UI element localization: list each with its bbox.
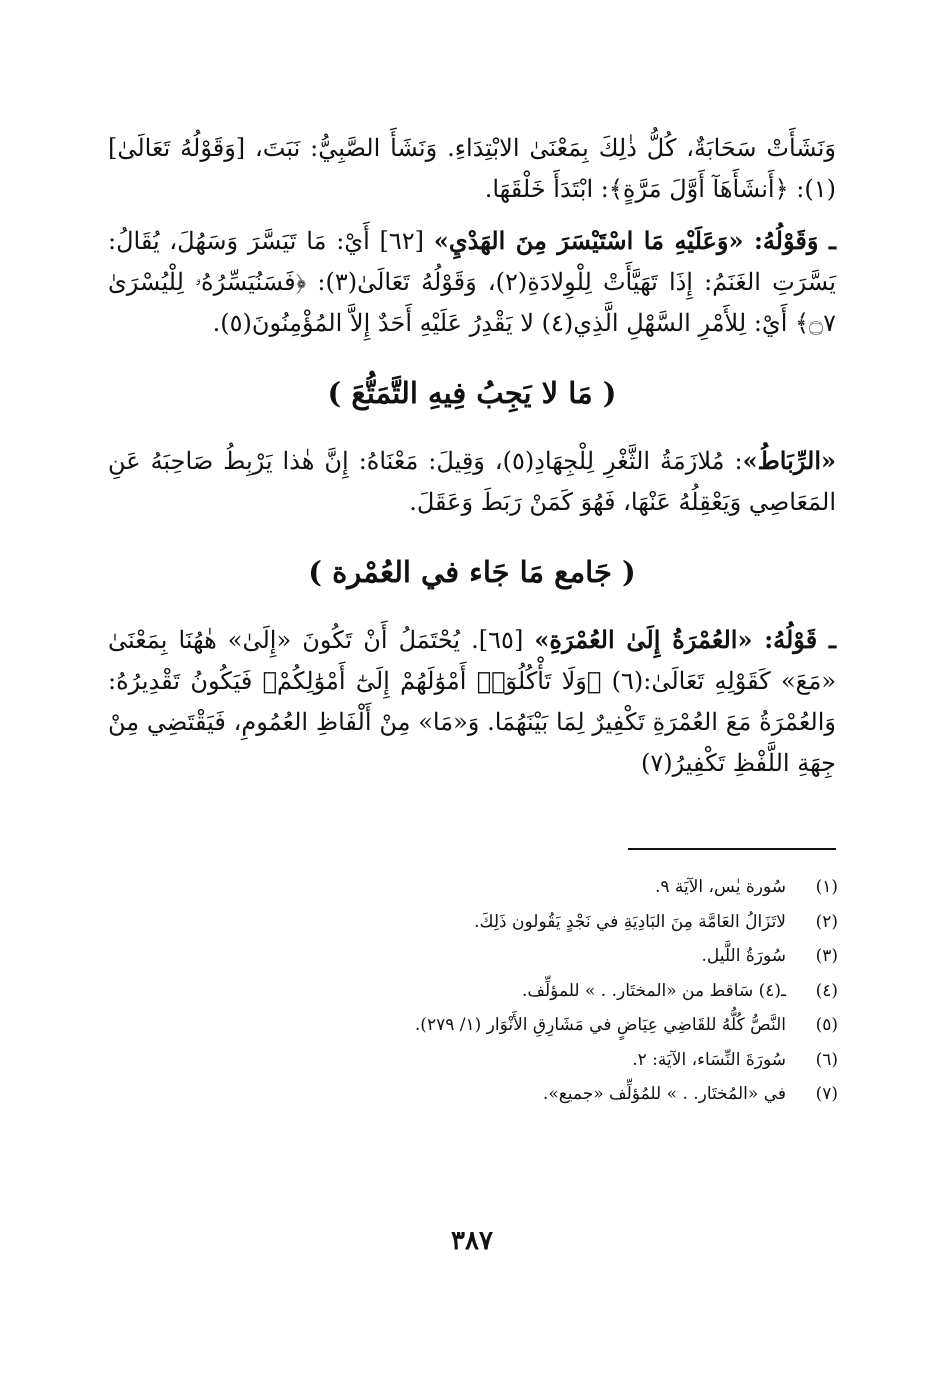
paragraph-2-lead: ـ وَقَوْلُهُ: «وَعَلَيْهِ مَا اسْتَيْسَرَ مِنَ الهَدْيِ» bbox=[433, 226, 836, 255]
footnote-separator bbox=[628, 848, 836, 850]
paragraph-4 bbox=[108, 619, 836, 784]
footnote-text: النَّصُّ كُلُّهُ للقَاضِي عِيَاضٍ في مَشَارِقِ الأَنْوَار (١/ ٢٧٩). bbox=[414, 1015, 786, 1035]
paragraph-1 bbox=[108, 128, 836, 210]
footnote-text: في «المُختَار. . » للمُؤلِّف «جميع». bbox=[542, 1084, 786, 1104]
footnote-1 bbox=[108, 870, 838, 905]
footnotes bbox=[108, 870, 838, 1112]
footnote-number: (٤) bbox=[815, 980, 838, 1001]
paragraph-4-lead: ـ قَوْلُهُ: «العُمْرَةُ إِلَىٰ العُمْرَةِ» bbox=[534, 625, 836, 654]
footnote-number: (٦) bbox=[815, 1049, 838, 1070]
footnote-2 bbox=[108, 905, 838, 940]
footnote-number: (٢) bbox=[815, 911, 838, 932]
footnote-3 bbox=[108, 939, 838, 974]
footnote-6 bbox=[108, 1043, 838, 1078]
footnote-text: سُورَةُ اللَّيل. bbox=[701, 946, 786, 966]
footnote-number: (٧) bbox=[815, 1084, 838, 1104]
paragraph-3-lead: «الرِّبَاطُ» bbox=[742, 446, 836, 475]
paragraph-4-text: [٦٥]. يُحْتَمَلُ أَنْ تَكُونَ «إِلَىٰ» هٰهُنَا بِمَعْنَىٰ «مَعَ» كَقَوْلِهِ تَعَالَىٰ:(٦) ﴿وَلَا تَأْكُلُوٓا۟ أَمْوَٰلَهُمْ إِلَىٰٓ أَمْوَٰلِكُمْ﴾ فَيَكُونُ تَقْدِيرُهُ: وَالعُمْرَةُ مَعَ العُمْرَةِ تَكْفِيرٌ لِمَا بَيْنَهُمَا. وَ«مَا» مِنْ أَلْفَاظِ العُمُومِ، فَيَقْتَضِي مِنْ جِهَةِ اللَّفْظِ تَكْفِيرُ(٧) bbox=[108, 626, 836, 777]
paragraph-3-text: : مُلازَمَةُ الثَّغْرِ لِلْجِهَادِ(٥)، وَقِيلَ: مَعْنَاهُ: إِنَّ هٰذا يَرْبِطُ صَاحِبَهُ عَنِ المَعَاصِي وَيَعْقِلُهُ عَنْهَا، فَهُوَ كَمَنْ رَبَطَ وَعَقَلَ. bbox=[108, 447, 836, 516]
paragraph-2 bbox=[108, 220, 836, 344]
page-number: ٣٨٧ bbox=[451, 1226, 493, 1256]
footnote-text: لاتَزَالُ العَامَّة مِنَ البَادِيَةِ في نَجْدٍ يَقُولون ذَلِكَ. bbox=[474, 911, 786, 932]
footnote-4 bbox=[108, 974, 838, 1009]
footnote-7 bbox=[108, 1077, 838, 1112]
footnote-5 bbox=[108, 1008, 838, 1043]
main-text bbox=[108, 128, 836, 794]
footnote-number: (٥) bbox=[815, 1015, 838, 1035]
footnote-text: سُورَةَ النِّسَاء، الآيَة: ٢. bbox=[632, 1049, 786, 1070]
paragraph-3 bbox=[108, 440, 836, 523]
paragraph-1-text: وَنَشَأَتْ سَحَابَةٌ، كُلُّ ذٰلِكَ بِمَعْنَىٰ الابْتِدَاءِ. وَنَشَأَ الصَّبِيُّ: نَبَتَ، [وَقَوْلُهُ تَعَالَىٰ](١): ﴿أَنشَأَهَآ أَوَّلَ مَرَّةٍ﴾: ابْتَدَأَ خَلْقَهَا. bbox=[108, 134, 836, 203]
section-heading-2: ( جَامع مَا جَاء في العُمْرة ) bbox=[308, 555, 636, 589]
footnote-number: (١) bbox=[815, 877, 838, 897]
footnote-text: ـ(٤) سَاقط من «المختَار. . » للمؤلِّف. bbox=[522, 980, 786, 1001]
footnote-number: (٣) bbox=[815, 946, 838, 966]
section-heading-1: ( مَا لا يَجِبُ فِيهِ التَّمَتُّعَ ) bbox=[327, 376, 617, 410]
paragraph-2-text: [٦٢] أَيْ: مَا تَيَسَّرَ وَسَهُلَ، يُقَالُ: يَسَّرَتِ الغَنَمُ: إِذَا تَهَيَّأَتْ لِلْوِلادَةِ(٢)، وَقَوْلُهُ تَعَالَىٰ(٣): ﴿فَسَنُيَسِّرُهُۥ لِلْيُسْرَىٰ ۝٧﴾ أَيْ: لِلأَمْرِ السَّهْلِ الَّذِي(٤) لا يَقْدِرُ عَلَيْهِ أَحَدٌ إِلاَّ المُؤْمِنُونَ(٥). bbox=[108, 227, 836, 337]
footnote-text: سُورة يٰس، الآيَة ٩. bbox=[654, 877, 786, 897]
